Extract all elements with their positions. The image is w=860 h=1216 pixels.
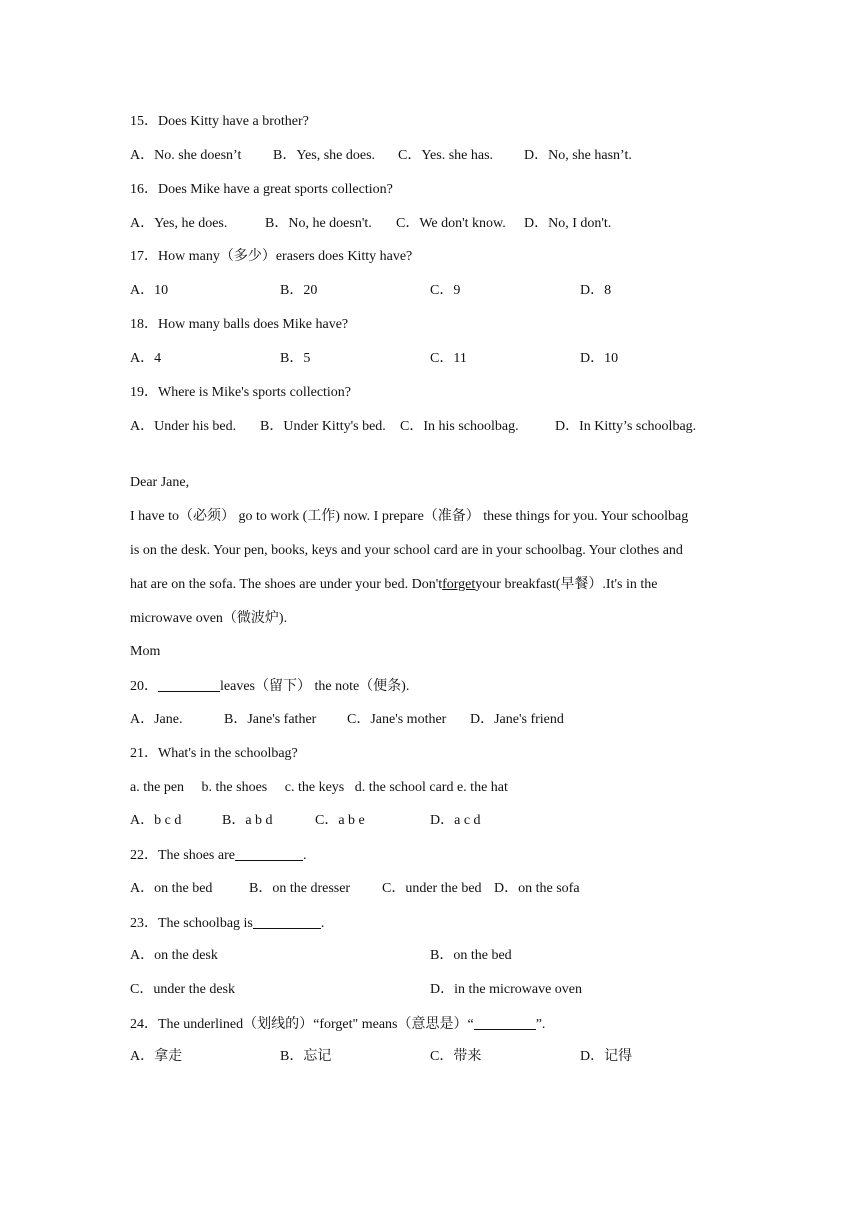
letter-line-3-end: your breakfast(早餐）.It's in the	[475, 577, 658, 592]
answer-blank	[235, 846, 303, 861]
question-20-stem	[130, 677, 409, 696]
question-22-option-d[interactable]: D．on the sofa	[494, 881, 580, 896]
question-22-option-a[interactable]: A．on the bed	[130, 881, 213, 896]
question-19-option-c[interactable]: C．In his schoolbag.	[400, 419, 519, 434]
question-21-option-b[interactable]: B．a b d	[222, 813, 273, 828]
question-21-option-c[interactable]: C．a b e	[315, 813, 365, 828]
letter-signature: Mom	[130, 644, 161, 659]
question-18-option-d[interactable]: D．10	[580, 351, 619, 366]
question-24-text: 24．The underlined（划线的）“forget" means（意思是）“	[130, 1017, 474, 1032]
question-15-stem: 15．Does Kitty have a brother?	[130, 114, 309, 129]
question-21-items: a. the pen b. the shoes c. the keys d. the school card e. the hat	[130, 780, 508, 795]
question-19-option-b[interactable]: B．Under Kitty's bed.	[260, 419, 386, 434]
question-24-option-d[interactable]: D．记得	[580, 1049, 633, 1064]
question-23-end: .	[320, 916, 325, 931]
question-22-end: .	[302, 848, 307, 863]
question-15-option-d[interactable]: D．No, she hasn’t.	[524, 148, 632, 163]
question-21-stem: 21．What's in the schoolbag?	[130, 746, 298, 761]
question-17-stem: 17．How many（多少）erasers does Kitty have?	[130, 249, 413, 264]
question-23-option-a[interactable]: A．on the desk	[130, 948, 218, 963]
question-20-option-a[interactable]: A．Jane.	[130, 712, 183, 727]
question-22-stem	[130, 846, 306, 865]
question-24-stem	[130, 1015, 545, 1034]
question-18-option-c[interactable]: C．11	[430, 351, 467, 366]
question-20-option-b[interactable]: B．Jane's father	[224, 712, 317, 727]
question-18-option-b[interactable]: B．5	[280, 351, 311, 366]
question-19-option-d[interactable]: D．In Kitty’s schoolbag.	[555, 419, 697, 434]
answer-blank	[474, 1015, 536, 1030]
letter-line-3	[130, 576, 657, 594]
question-24-option-a[interactable]: A．拿走	[130, 1049, 183, 1064]
question-23-stem	[130, 914, 324, 933]
letter-line-4: microwave oven（微波炉).	[130, 611, 288, 626]
question-23-option-b[interactable]: B．on the bed	[430, 948, 512, 963]
question-16-option-c[interactable]: C．We don't know.	[396, 216, 506, 231]
question-21-option-d[interactable]: D．a c d	[430, 813, 481, 828]
question-23-option-d[interactable]: D．in the microwave oven	[430, 982, 583, 997]
letter-greeting: Dear Jane,	[130, 475, 190, 490]
letter-line-2: is on the desk. Your pen, books, keys and your school card are in your schoolbag. Your clothes and	[130, 543, 683, 558]
question-17-option-d[interactable]: D．8	[580, 283, 612, 298]
underlined-word-forget: forget	[442, 577, 476, 592]
question-24-option-c[interactable]: C．带来	[430, 1049, 482, 1064]
question-18-option-a[interactable]: A．4	[130, 351, 162, 366]
question-18-stem: 18．How many balls does Mike have?	[130, 317, 349, 332]
question-17-option-b[interactable]: B．20	[280, 283, 318, 298]
question-23-option-c[interactable]: C．under the desk	[130, 982, 235, 997]
question-20-text: leaves（留下） the note（便条).	[220, 679, 410, 694]
question-16-option-d[interactable]: D．No, I don't.	[524, 216, 612, 231]
question-22-option-b[interactable]: B．on the dresser	[249, 881, 351, 896]
letter-line-3-start: hat are on the sofa. The shoes are under your bed. Don't	[130, 577, 443, 592]
answer-blank	[253, 914, 321, 929]
question-24-end: ”.	[535, 1017, 546, 1032]
question-19-stem: 19．Where is Mike's sports collection?	[130, 385, 352, 400]
question-17-option-a[interactable]: A．10	[130, 283, 169, 298]
question-15-option-c[interactable]: C．Yes. she has.	[398, 148, 494, 163]
question-24-option-b[interactable]: B．忘记	[280, 1049, 332, 1064]
question-22-option-c[interactable]: C．under the bed	[382, 881, 482, 896]
question-15-option-b[interactable]: B．Yes, she does.	[273, 148, 376, 163]
question-22-text: 22．The shoes are	[130, 848, 235, 863]
letter-line-1: I have to（必须） go to work (工作) now. I prepare（准备） these things for you. Your schoolbag	[130, 509, 689, 524]
question-16-stem: 16．Does Mike have a great sports collection?	[130, 182, 393, 197]
question-17-option-c[interactable]: C．9	[430, 283, 461, 298]
answer-blank	[158, 677, 220, 692]
question-16-option-b[interactable]: B．No, he doesn't.	[265, 216, 372, 231]
question-16-option-a[interactable]: A．Yes, he does.	[130, 216, 228, 231]
question-21-option-a[interactable]: A．b c d	[130, 813, 182, 828]
question-20-number: 20．	[130, 679, 158, 694]
question-23-text: 23．The schoolbag is	[130, 916, 253, 931]
question-19-option-a[interactable]: A．Under his bed.	[130, 419, 237, 434]
question-20-option-d[interactable]: D．Jane's friend	[470, 712, 564, 727]
question-15-option-a[interactable]: A．No. she doesn’t	[130, 148, 242, 163]
question-20-option-c[interactable]: C．Jane's mother	[347, 712, 447, 727]
